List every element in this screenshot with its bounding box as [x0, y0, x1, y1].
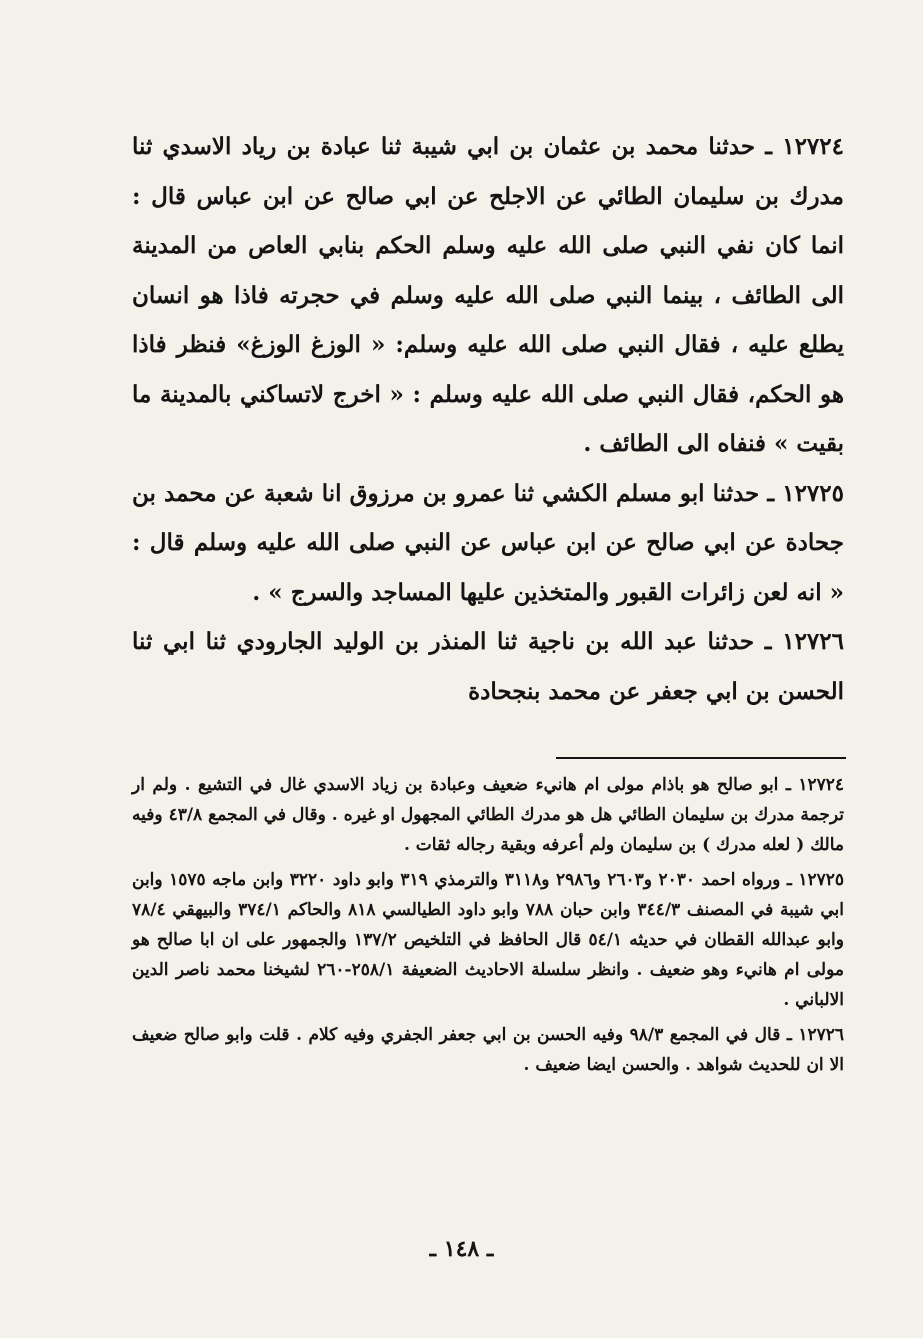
footnote-text: ابو صالح هو باذام مولى ام هانيء ضعيف وعبادة بن زياد الاسدي غال في التشيع . ولم ار ترجمة مدرك بن سليمان الطائي هل هو مدرك الطائي المجهول او غيره . وقال في المجمع ٤٣/٨ وفيه مالك ( لعله مدرك ) بن سليمان ولم أعرفه وبقية رجاله ثقات . [132, 775, 844, 856]
footnote-entry [132, 770, 844, 861]
hadith-text: حدثنا عبد الله بن ناجية ثنا المنذر بن الوليد الجارودي ثنا ابي ثنا الحسن بن ابي جعفر عن محمد بنجحادة [132, 628, 844, 705]
footnote-number: ١٢٧٢٤ [798, 775, 844, 795]
hadith-number: ١٢٧٢٥ [782, 479, 844, 507]
footnote-number: ١٢٧٢٥ [798, 869, 844, 890]
hadith-number: ١٢٧٢٤ [782, 133, 844, 160]
footnote-divider [556, 757, 846, 759]
footnote-separator: ـ [778, 775, 799, 795]
footnote-entry [132, 1020, 844, 1080]
footnote-separator: ـ [780, 1024, 799, 1045]
hadith-separator: ـ [759, 479, 783, 507]
hadith-separator: ـ [754, 628, 783, 655]
footnotes [132, 770, 844, 1084]
main-text [132, 122, 844, 716]
footnote-entry [132, 865, 844, 1016]
hadith-separator: ـ [755, 133, 783, 160]
footnote-text: قال في المجمع ٩٨/٣ وفيه الحسن بن ابي جعفر الجفري وفيه كلام . قلت وابو صالح ضعيف الا ان للحديث شواهد . والحسن ايضا ضعيف . [132, 1024, 844, 1075]
hadith-text: حدثنا محمد بن عثمان بن ابي شيبة ثنا عبادة بن رياد الاسدي ثنا مدرك بن سليمان الطائي عن الاجلح عن ابي صالح عن ابن عباس قال : انما كان نفي النبي صلى الله عليه وسلم الحكم بنابي العاص من المدينة الى الطائف ، بينما النبي صلى الله عليه وسلم في حجرته فاذا هو انسان يطلع عليه ، فقال النبي صلى الله عليه وسلم: « الوزغ الوزغ» فنظر فاذا هو الحكم، فقال النبي صلى الله عليه وسلم : « اخرج لاتساكني بالمدينة ما بقيت » فنفاه الى الطائف . [132, 133, 844, 457]
page-number: ـ ١٤٨ ـ [429, 1236, 494, 1262]
hadith-entry [132, 122, 844, 469]
hadith-entry [132, 617, 844, 716]
hadith-number: ١٢٧٢٦ [782, 628, 844, 655]
footnote-separator: ـ [780, 869, 799, 890]
hadith-entry [132, 469, 844, 618]
footnote-text: ورواه احمد ٢٠٣٠ و٢٦٠٣ و٢٩٨٦ و٣١١٨ والترمذي ٣١٩ وابو داود ٣٢٢٠ وابن ماجه ١٥٧٥ وابن ابي شيبة في المصنف ٣٤٤/٣ وابن حبان ٧٨٨ وابو داود الطيالسي ٨١٨ والحاكم ٣٧٤/١ والبيهقي ٧٨/٤ وابو عبدالله القطان في حديثه ٥٤/١ قال الحافظ في التلخيص ١٣٧/٢ والجمهور على ان ابا صالح هو مولى ام هانيء وهو ضعيف . وانظر سلسلة الاحاديث الضعيفة ٢٥٨/١-٢٦٠ لشيخنا محمد ناصر الدين الالباني . [132, 869, 844, 1011]
hadith-text: حدثنا ابو مسلم الكشي ثنا عمرو بن مرزوق انا شعبة عن محمد بن جحادة عن ابي صالح عن ابن عباس عن النبي صلى الله عليه وسلم قال : « انه لعن زائرات القبور والمتخذين عليها المساجد والسرج » . [132, 479, 844, 606]
footnote-number: ١٢٧٢٦ [798, 1024, 845, 1045]
